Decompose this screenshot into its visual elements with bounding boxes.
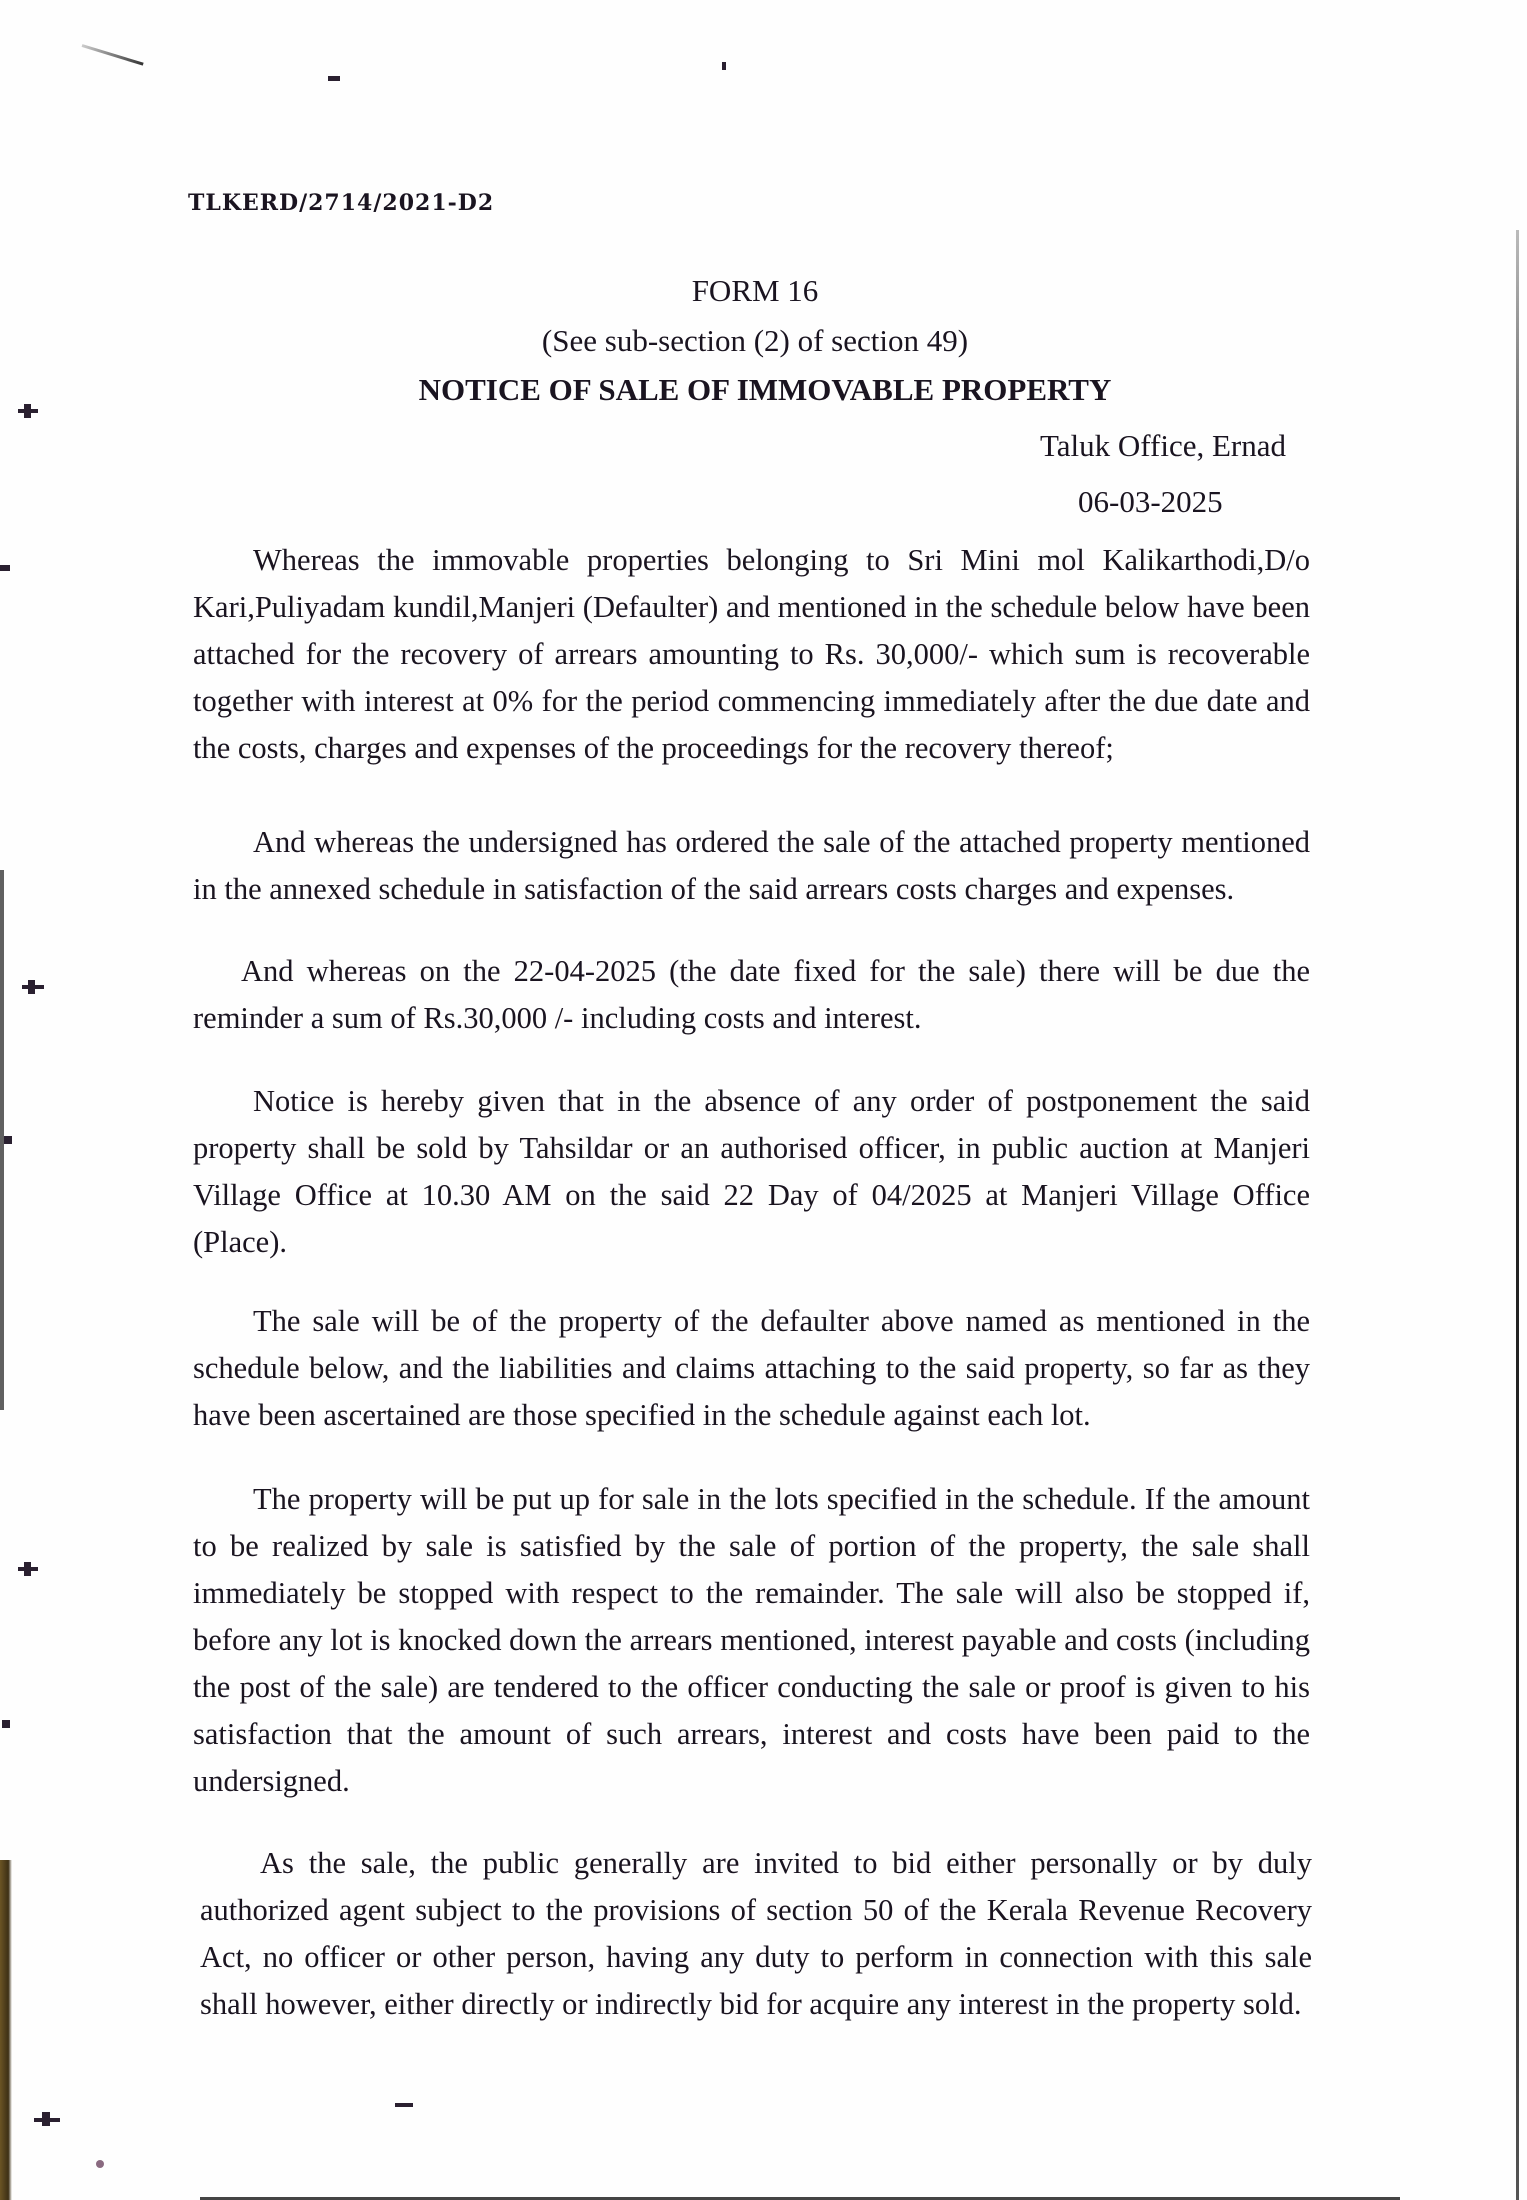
punch-mark [24, 1562, 31, 1576]
punch-mark [28, 980, 35, 994]
reference-number: TLKERD/2714/2021-D2 [188, 190, 495, 216]
punch-mark [96, 2160, 104, 2168]
paragraph-amount-due: And whereas on the 22-04-2025 (the date fixed for the sale) there will be due the reminder a sum of Rs.30,000 /- including costs and interest. [193, 954, 1310, 1035]
paragraph-attachment: Whereas the immovable properties belonging to Sri Mini mol Kalikarthodi,D/o Kari,Puliyadam kundil,Manjeri (Defaulter) and mentioned in the schedule below have been attached for the recovery of arrears amounting to Rs. 30,000/- which sum is recoverable together with interest at 0% for the period commencing immediately after the due date and the costs, charges and expenses of the proceedings for the recovery thereof; [193, 543, 1310, 765]
scan-artifact [82, 44, 144, 66]
scan-artifact [395, 2103, 413, 2107]
notice-title: NOTICE OF SALE OF IMMOVABLE PROPERTY [418, 372, 1112, 407]
page-edge [0, 1860, 12, 2200]
paragraph-sale-order: And whereas the undersigned has ordered the sale of the attached property mentioned in the annexed schedule in satisfaction of the said arrears costs charges and expenses. [193, 825, 1310, 906]
paragraph-bidding: As the sale, the public generally are invited to bid either personally or by duly authorized agent subject to the provisions of section 50 of the Kerala Revenue Recovery Act, no officer or other person, having any duty to perform in connection with this sale shall however, either directly or indirectly bid for acquire any interest in the property sold. [200, 1846, 1312, 2021]
scan-artifact [328, 76, 340, 81]
punch-mark [4, 1136, 12, 1144]
paragraph-lots: The property will be put up for sale in the lots specified in the schedule. If the amount to be realized by sale is satisfied by the sale of portion of the property, the sale shall immediately be stopped with respect to the remainder. The sale will also be stopped if, before any lot is knocked down the arrears mentioned, interest payable and costs (including the post of the sale) are tendered to the officer conducting the sale or proof is given to his satisfaction that the amount of such arrears, interest and costs have been paid to the undersigned. [193, 1482, 1310, 1798]
punch-mark [42, 2112, 50, 2126]
form-number: FORM 16 [691, 273, 819, 308]
paragraph-liabilities: The sale will be of the property of the defaulter above named as mentioned in the schedule below, and the liabilities and claims attaching to the said property, so far as they have been ascertained are those specified in the schedule against each lot. [193, 1304, 1310, 1432]
page-edge [1516, 230, 1519, 2200]
section-reference: (See sub-section (2) of section 49) [541, 323, 969, 358]
punch-mark [0, 565, 10, 571]
scan-artifact [722, 62, 726, 70]
office-name: Taluk Office, Ernad [1040, 428, 1287, 463]
punch-mark [2, 1720, 10, 1728]
notice-date: 06-03-2025 [1078, 484, 1223, 519]
paragraph-auction-notice: Notice is hereby given that in the absence of any order of postponement the said property shall be sold by Tahsildar or an authorised officer, in public auction at Manjeri Village Office at 10.30 AM on the said 22 Day of 04/2025 at Manjeri Village Office (Place). [193, 1084, 1310, 1259]
page-edge [0, 870, 4, 1410]
